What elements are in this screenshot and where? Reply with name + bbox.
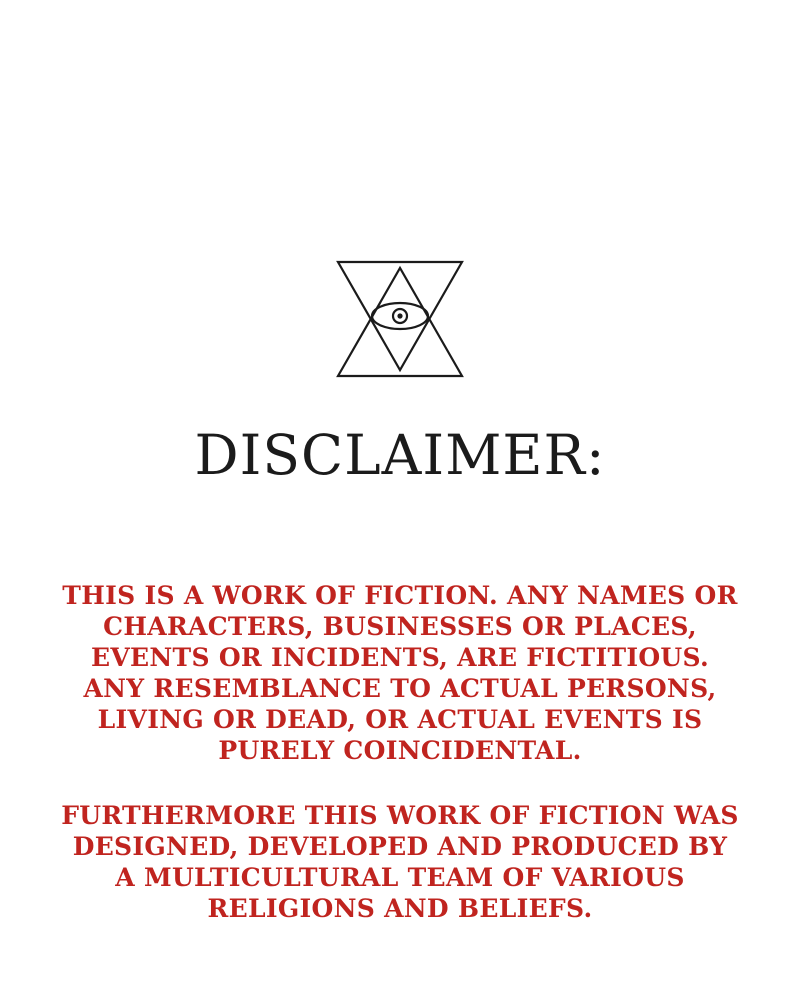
page-title: DISCLAIMER: — [194, 423, 606, 487]
hexagram-eye-emblem — [330, 258, 470, 380]
disclaimer-text — [60, 555, 740, 949]
disclaimer-paragraph: FURTHERMORE THIS WORK OF FICTION WAS DESIGNED, DEVELOPED AND PRODUCED BY A MULTICULTURAL TEAM OF VARIOUS RELIGIONS AND BELIEFS. — [61, 801, 739, 923]
disclaimer-paragraph: THIS IS A WORK OF FICTION. ANY NAMES OR CHARACTERS, BUSINESSES OR PLACES, EVENTS OR INCIDENTS, ARE FICTITIOUS. ANY RESEMBLANCE TO ACTUAL PERSONS, LIVING OR DEAD, OR ACTUAL EVENTS IS PURELY COINCIDENTAL. — [62, 581, 738, 765]
